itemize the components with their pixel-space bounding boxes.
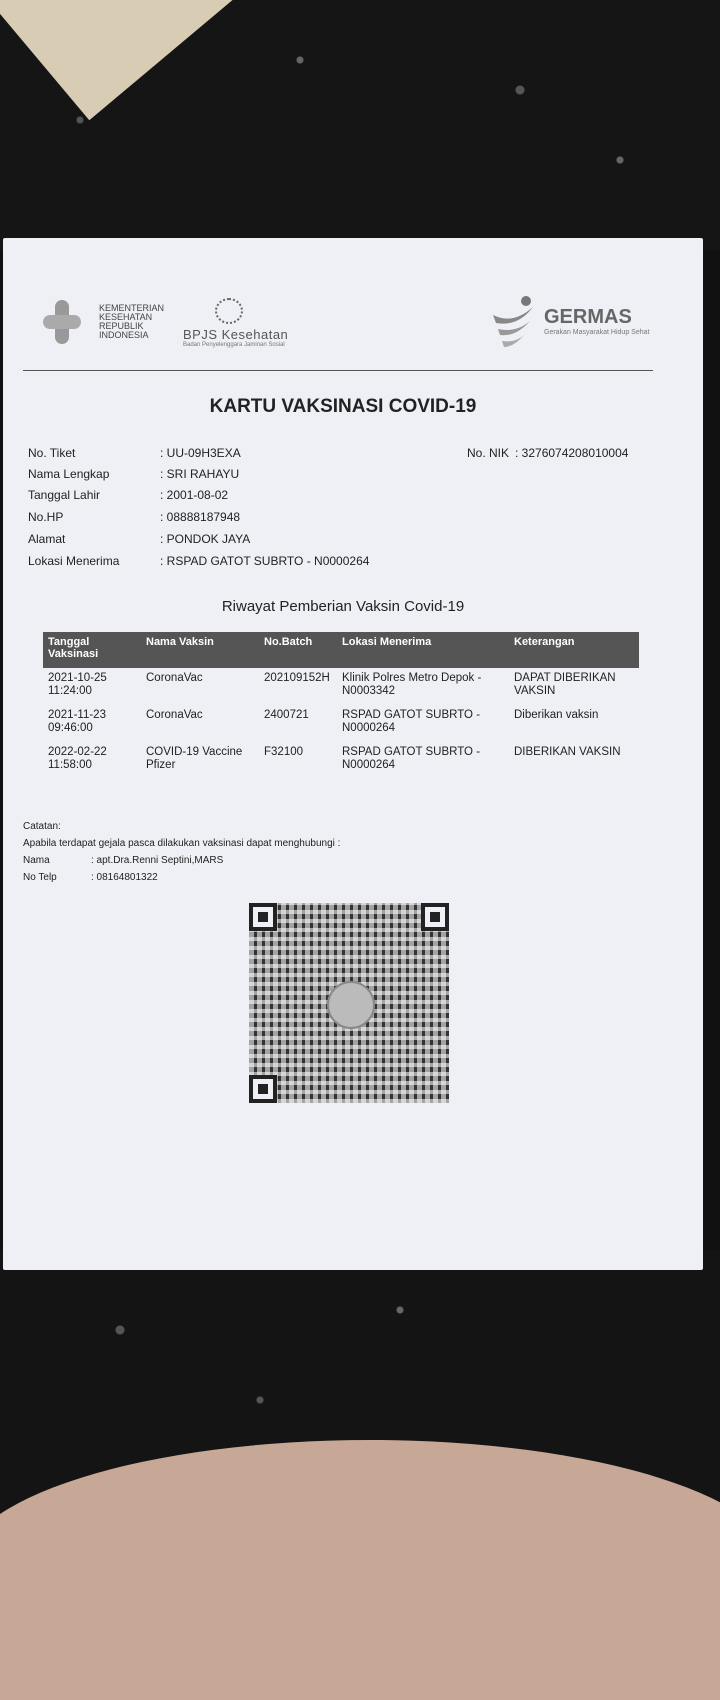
location-label: Lokasi Menerima bbox=[28, 554, 120, 568]
contact-phone-value: : 08164801322 bbox=[91, 872, 158, 883]
table-cell: 202109152H bbox=[264, 672, 330, 684]
name-value: : SRI RAHAYU bbox=[160, 467, 240, 481]
column-header: No.Batch bbox=[264, 636, 313, 648]
kemenkes-icon bbox=[43, 300, 81, 344]
table-cell: RSPAD GATOT SUBRTO - N0000264 bbox=[342, 746, 481, 771]
ticket-value: : UU-09H3EXA bbox=[160, 446, 241, 460]
dob-label: Tanggal Lahir bbox=[28, 488, 101, 502]
table-cell: Diberikan vaksin bbox=[514, 709, 599, 721]
qr-finder bbox=[249, 903, 277, 931]
table-cell: DAPAT DIBERIKAN VAKSIN bbox=[514, 672, 616, 697]
notes-section bbox=[23, 818, 340, 886]
address-label: Alamat bbox=[28, 532, 66, 546]
contact-phone-row bbox=[23, 869, 340, 886]
bpjs-icon bbox=[215, 298, 243, 324]
card-title: KARTU VAKSINASI COVID-19 bbox=[209, 396, 477, 417]
notes-line: Apabila terdapat gejala pasca dilakukan vaksinasi dapat menghubungi : bbox=[23, 838, 341, 849]
table-row bbox=[43, 742, 639, 779]
column-header: Tanggal Vaksinasi bbox=[48, 636, 99, 660]
table-cell: 2021-10-25 11:24:00 bbox=[48, 672, 107, 697]
hp-value: : 08888187948 bbox=[160, 510, 241, 524]
contact-name-value: : apt.Dra.Renni Septini,MARS bbox=[91, 855, 224, 866]
name-label: Nama Lengkap bbox=[28, 467, 110, 481]
column-header: Keterangan bbox=[514, 636, 575, 648]
table-cell: COVID-19 Vaccine Pfizer bbox=[146, 746, 243, 771]
divider bbox=[23, 370, 653, 371]
table-row bbox=[43, 705, 639, 742]
germas-subtext: Gerakan Masyarakat Hidup Sehat bbox=[544, 328, 650, 336]
table-header bbox=[43, 632, 639, 668]
bpjs-text: BPJS Kesehatan bbox=[183, 327, 289, 342]
qr-finder bbox=[249, 1075, 277, 1103]
table-cell: CoronaVac bbox=[146, 709, 203, 721]
hp-label: No.HP bbox=[28, 510, 64, 524]
bpjs-logo bbox=[183, 298, 288, 348]
qr-finder bbox=[421, 903, 449, 931]
table-cell: 2021-11-23 09:46:00 bbox=[48, 709, 106, 734]
table-cell: RSPAD GATOT SUBRTO - N0000264 bbox=[342, 709, 481, 734]
bpjs-subtext: Badan Penyelenggara Jaminan Sosial bbox=[183, 342, 285, 348]
table-cell: 2400721 bbox=[264, 709, 309, 721]
table-row bbox=[43, 668, 639, 705]
history-subtitle: Riwayat Pemberian Vaksin Covid-19 bbox=[221, 598, 465, 615]
germas-icon bbox=[488, 293, 538, 349]
dob-value: : 2001-08-02 bbox=[160, 488, 229, 502]
table-cell: CoronaVac bbox=[146, 672, 203, 684]
table-cell: Klinik Polres Metro Depok - N0003342 bbox=[342, 672, 482, 697]
nik-label: No. NIK bbox=[467, 446, 510, 460]
contact-phone-label: No Telp bbox=[23, 872, 57, 883]
location-value: : RSPAD GATOT SUBRTO - N0000264 bbox=[160, 554, 370, 568]
column-header: Lokasi Menerima bbox=[342, 636, 432, 648]
vaccine-card bbox=[3, 238, 703, 1270]
germas-logo bbox=[488, 293, 649, 349]
kemenkes-text: KEMENTERIAN KESEHATAN REPUBLIK INDONESIA bbox=[99, 303, 165, 340]
ticket-label: No. Tiket bbox=[28, 446, 76, 460]
notes-heading: Catatan: bbox=[23, 821, 61, 832]
qr-code bbox=[249, 903, 449, 1103]
table-cell: F32100 bbox=[264, 746, 304, 758]
qr-center-logo-icon bbox=[327, 981, 375, 1029]
contact-name-row bbox=[23, 852, 340, 869]
table-cell: DIBERIKAN VAKSIN bbox=[514, 746, 621, 758]
address-value: : PONDOK JAYA bbox=[160, 532, 251, 546]
hand bbox=[0, 1440, 720, 1700]
nik-value: : 3276074208010004 bbox=[515, 446, 629, 460]
germas-text: GERMAS bbox=[544, 305, 632, 328]
table-cell: 2022-02-22 11:58:00 bbox=[48, 746, 107, 771]
kemenkes-logo bbox=[43, 300, 179, 344]
contact-name-label: Nama bbox=[23, 855, 50, 866]
column-header: Nama Vaksin bbox=[146, 636, 214, 648]
vaccine-history-table bbox=[43, 632, 639, 779]
